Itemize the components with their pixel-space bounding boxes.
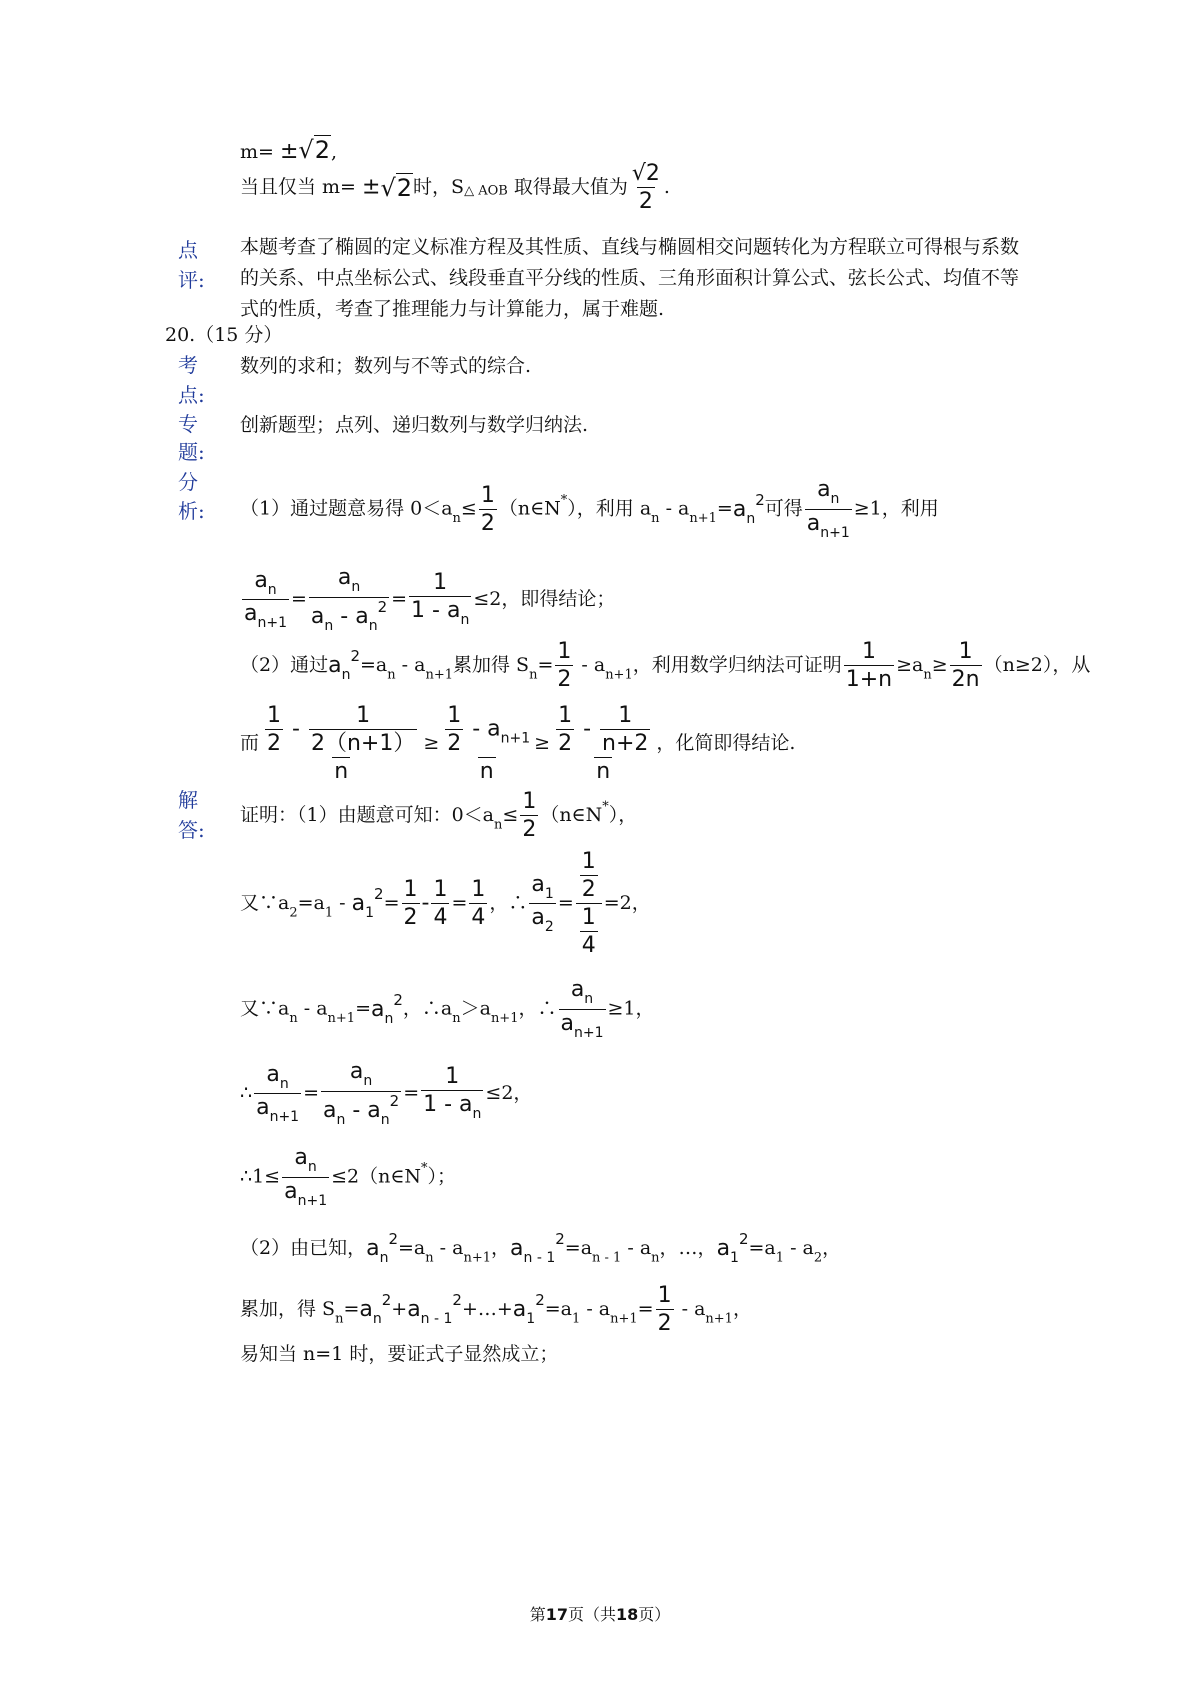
kaodian-text: 数列的求和；数列与不等式的综合. xyxy=(240,355,532,377)
label-dianping-2: 评: xyxy=(178,268,205,292)
label-jieda-2: 答: xyxy=(178,818,205,842)
jieda-line-7: 累加，得 $S_n=a_n^2+a_{n - 1}^2+\dots+a_1^2=a_1 - a_{n+1}=$ $\frac{1}{2}$ - $a_{n+1}$， xyxy=(240,1283,752,1337)
page-footer: 第17页（共18页） xyxy=(529,1605,671,1624)
jieda-line-4: ∴ $\frac{a_n}{a_{n+1}}$ = $\frac{a_n}{a_n - a_n^2}$ = $\frac{1}{1 - a_n}$ ≤2， xyxy=(240,1059,533,1128)
jieda-line-8: 易知当 n=1 时，要证式子显然成立； xyxy=(240,1343,559,1365)
question-20-header: 20.（15 分） xyxy=(165,324,283,346)
jieda-line-1: 证明：（1）由题意可知：$0<a_n\le$ $\frac{1}{2}$ （n∈N*）， xyxy=(240,789,638,843)
label-fenxi-1: 分 xyxy=(178,470,198,494)
page-total: 18 xyxy=(616,1605,639,1624)
dianping-text: 本题考查了椭圆的定义标准方程及其性质、直线与椭圆相交问题转化为方程联立可得根与系数的关系、中点坐标公式、线段垂直平分线的性质、三角形面积计算公式、弦长公式、均值不等式的性质，考查了推理能力与计算能力，属于难题. xyxy=(240,236,1020,320)
jieda-line-3: 又$\because a_n - a_{n+1}=a_n^2$，$\therefore a_n>a_{n+1}$，∴ $\frac{a_n}{a_{n+1}}$ ≥1， xyxy=(240,977,655,1041)
page-number: 17 xyxy=(545,1605,568,1624)
jieda-line-2: 又$\because a_2=a_1 - a_1^2=$ $\frac{1}{2}$ - $\frac{1}{4}$ = $\frac{1}{4}$ ，∴ $\frac{a_1}{a_2}$ = $\frac{\frac{1}{2}}{\frac{1}{4}}$ =2， xyxy=(240,849,651,959)
fenxi-line-1: （1）通过题意易得 $0<a_n\le$ $\frac{1}{2}$ （n∈N*），利用 $a_n - a_{n+1}=a_n^2$可得 $\frac{a_n}{a_{n+1}}$ ≥1，利用 xyxy=(240,477,939,541)
max-area-line: 当且仅当 m= ±√2时，S△ AOB 取得最大值为 $\frac{√2}{2}$ . xyxy=(240,161,670,215)
label-kaodian-1: 考 xyxy=(178,353,198,377)
fenxi-line-2: $\frac{a_n}{a_{n+1}}$ = $\frac{a_n}{a_n - a_n^2}$ = $\frac{1}{1 - a_n}$ ≤2，即得结论； xyxy=(244,565,616,634)
label-kaodian-2: 点: xyxy=(178,383,205,407)
fenxi-line-3: （2）通过$a_n^2=a_n - a_{n+1}$累加得 $S_n=$ $\frac{1}{2}$ - $a_{n+1}$，利用数学归纳法可证明 $\frac{1}{1+n}$ $\ge a_n\ge$ $\frac{1}{2n}$ （n≥2），从 xyxy=(240,639,1091,693)
sqrt-2: √2 xyxy=(298,136,330,164)
zhuanti-text: 创新题型；点列、递归数列与数学归纳法. xyxy=(240,414,589,436)
fenxi-line-4: 而 $\frac{1}{2}$ - $\frac{1}{2(n+1)}$ n ≥ $\frac{1}{2}$ - $a_{n+1}$ n ≥ $\frac{1}{2}$ - $\frac{1}{n+2}$ n ，化简即得结论. xyxy=(240,703,796,785)
label-fenxi-2: 析: xyxy=(178,499,205,523)
label-zhuanti-1: 专 xyxy=(178,412,198,436)
m-value-line: m= ±√2, xyxy=(240,136,338,164)
label-jieda-1: 解 xyxy=(178,788,198,812)
label-dianping-1: 点 xyxy=(178,238,198,262)
jieda-line-5: ∴1≤ $\frac{a_n}{a_{n+1}}$ ≤2（n∈N*）； xyxy=(240,1145,457,1209)
max-area-fraction: $\frac{√2}{2}$ xyxy=(631,161,660,215)
label-zhuanti-2: 题: xyxy=(178,440,205,464)
jieda-line-6: （2）由已知，$a_n^2=a_n - a_{n+1}$，$a_{n - 1}^2=a_{n - 1} - a_n$，…，$a_1^2=a_1 - a_2$， xyxy=(240,1230,842,1266)
